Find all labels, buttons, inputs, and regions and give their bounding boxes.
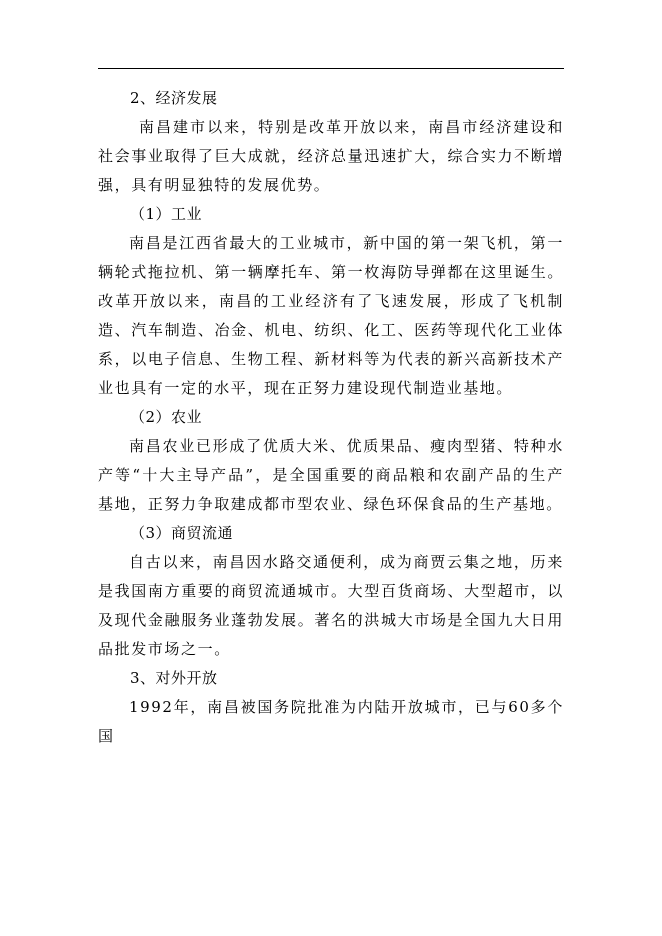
paragraph-agriculture: 南昌农业已形成了优质大米、优质果品、瘦肉型猪、特种水产等“十大主导产品”，是全国重要的商品粮和农副产品的生产基地，正努力争取建成都市型农业、绿色环保食品的生产基地。 (98, 437, 564, 513)
paragraph-industry: 南昌是江西省最大的工业城市，新中国的第一架飞机，第一辆轮式拖拉机、第一辆摩托车、第一枚海防导弹都在这里诞生。改革开放以来，南昌的工业经济有了飞速发展，形成了飞机制造、汽车制造、冶金、机电、纺织、化工、医药等现代化工业体系，以电子信息、生物工程、新材料等为代表的新兴高新技术产业也具有一定的水平，现在正努力建设现代制造业基地。 (98, 234, 564, 397)
document-body (98, 84, 564, 751)
paragraph-economy: 南昌建市以来，特别是改革开放以来，南昌市经济建设和社会事业取得了巨大成就，经济总量迅速扩大，综合实力不断增强，具有明显独特的发展优势。 (98, 118, 564, 194)
section-heading-economy: 2、经济发展 (130, 89, 218, 107)
section-heading-opening: 3、对外开放 (130, 669, 218, 687)
section-heading-industry: （1）工业 (130, 205, 203, 223)
header-rule (98, 68, 564, 69)
section-heading-agriculture: （2）农业 (130, 408, 203, 426)
paragraph-opening: 1992年，南昌被国务院批准为内陆开放城市，已与60多个国 (98, 698, 564, 745)
paragraph-commerce: 自古以来，南昌因水路交通便利，成为商贾云集之地，历来是我国南方重要的商贸流通城市。大型百货商场、大型超市，以及现代金融服务业蓬勃发展。著名的洪城大市场是全国九大日用品批发市场之一。 (98, 553, 564, 658)
section-heading-commerce: （3）商贸流通 (130, 524, 234, 542)
